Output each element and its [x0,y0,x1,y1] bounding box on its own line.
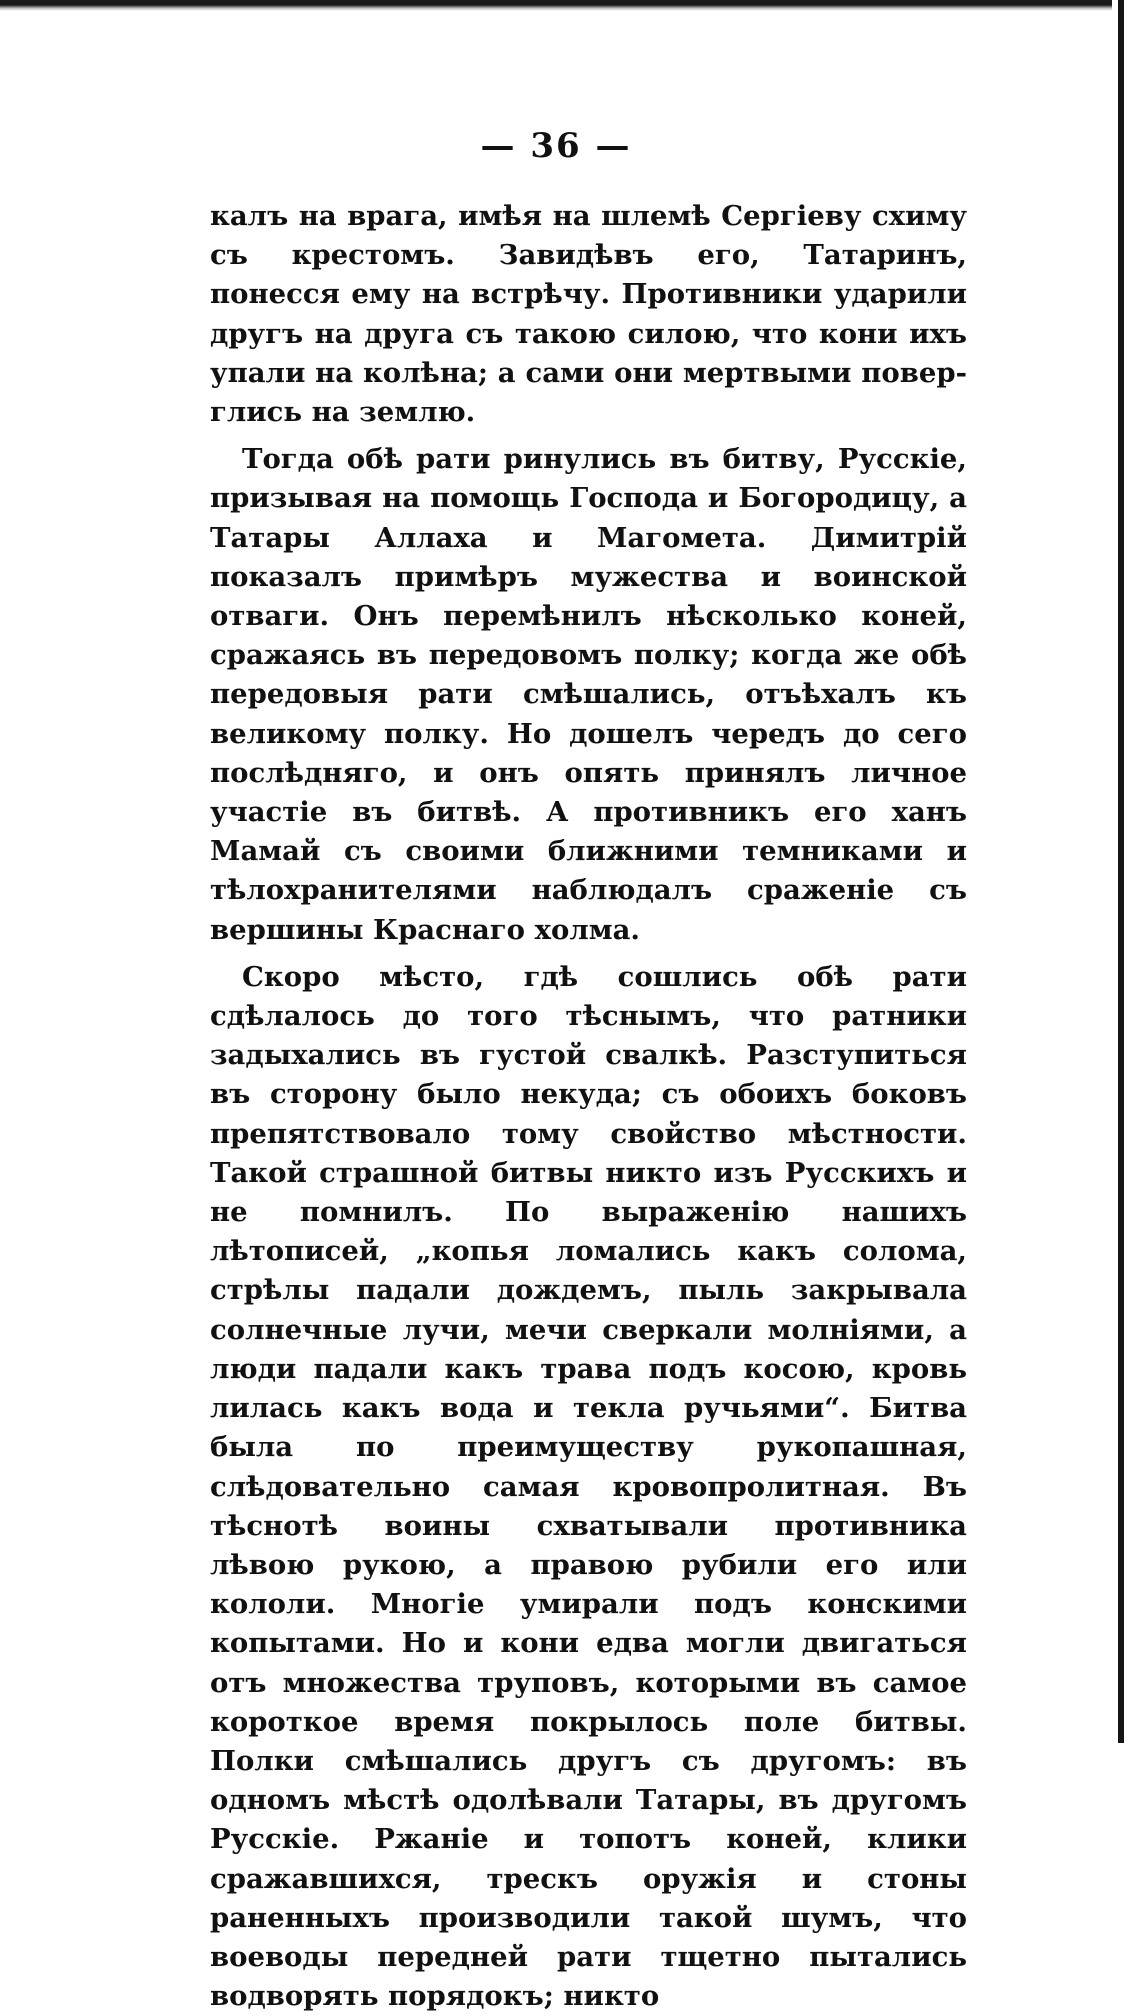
page-text [210,197,967,2016]
paragraph-2: Тогда обѣ рати ринулись въ битву, Русскіе, призывая на помощь Господа и Богородицу, а Татары Аллаха и Магомета. Димитрій показалъ примѣръ мужества и воинской отваги. Онъ перемѣнилъ нѣсколько коней, сражаясь въ передовомъ полку; когда же обѣ передовыя рати смѣшались, отъѣхалъ къ великому полку. Но дошелъ чередъ до сего послѣдняго, и онъ опять принялъ личное участіе въ битвѣ. А противникъ его ханъ Мамай съ своими ближними темниками и тѣлохранителями наблюдалъ сраженіе съ вершины Краснаго холма. [210,443,967,946]
paragraph-3: Скоро мѣсто, гдѣ сошлись обѣ рати сдѣлалось до того тѣснымъ, что ратники задыхались въ густой свалкѣ. Разступиться въ сторону было некуда; съ обоихъ боковъ препятствовало тому свойство мѣстности. Такой страшной битвы никто изъ Русскихъ и не помнилъ. По выраженію нашихъ лѣтописей, „копья ломались какъ солома, стрѣлы падали дождемъ, пыль закрывала солнечные лучи, мечи сверкали молніями, а люди падали какъ трава подъ косою, кровь лилась какъ вода и текла ручьями“. Битва была по преимуществу рукопашная, слѣдовательно самая кровопролитная. Въ тѣснотѣ воины схватывали противника лѣвою рукою, а правою рубили его или кололи. Многіе умирали подъ конскими копытами. Но и кони едва могли двигаться отъ множества труповъ, которыми въ самое короткое время покрылось поле битвы. Полки смѣшались другъ съ другомъ: въ одномъ мѣстѣ одолѣвали Татары, въ другомъ Русскіе. Ржаніе и топотъ коней, клики сражавшихся, трескъ оружія и стоны раненныхъ производили такой шумъ, что воеводы передней рати тщетно пытались водворять порядокъ; никто [210,960,967,2013]
scan-top-edge [0,0,1112,11]
scan-right-edge [1118,0,1124,1743]
page-number: — 36 — [480,126,632,166]
paragraph-1: калъ на врага, имѣя на шлемѣ Сергіеву схиму съ крестомъ. Завидѣвъ его, Татаринъ, понесся ему на встрѣчу. Противники ударили другъ на друга съ такою силою, что кони ихъ упали на колѣна; а сами они мертвыми поверглись на землю. [210,200,967,429]
